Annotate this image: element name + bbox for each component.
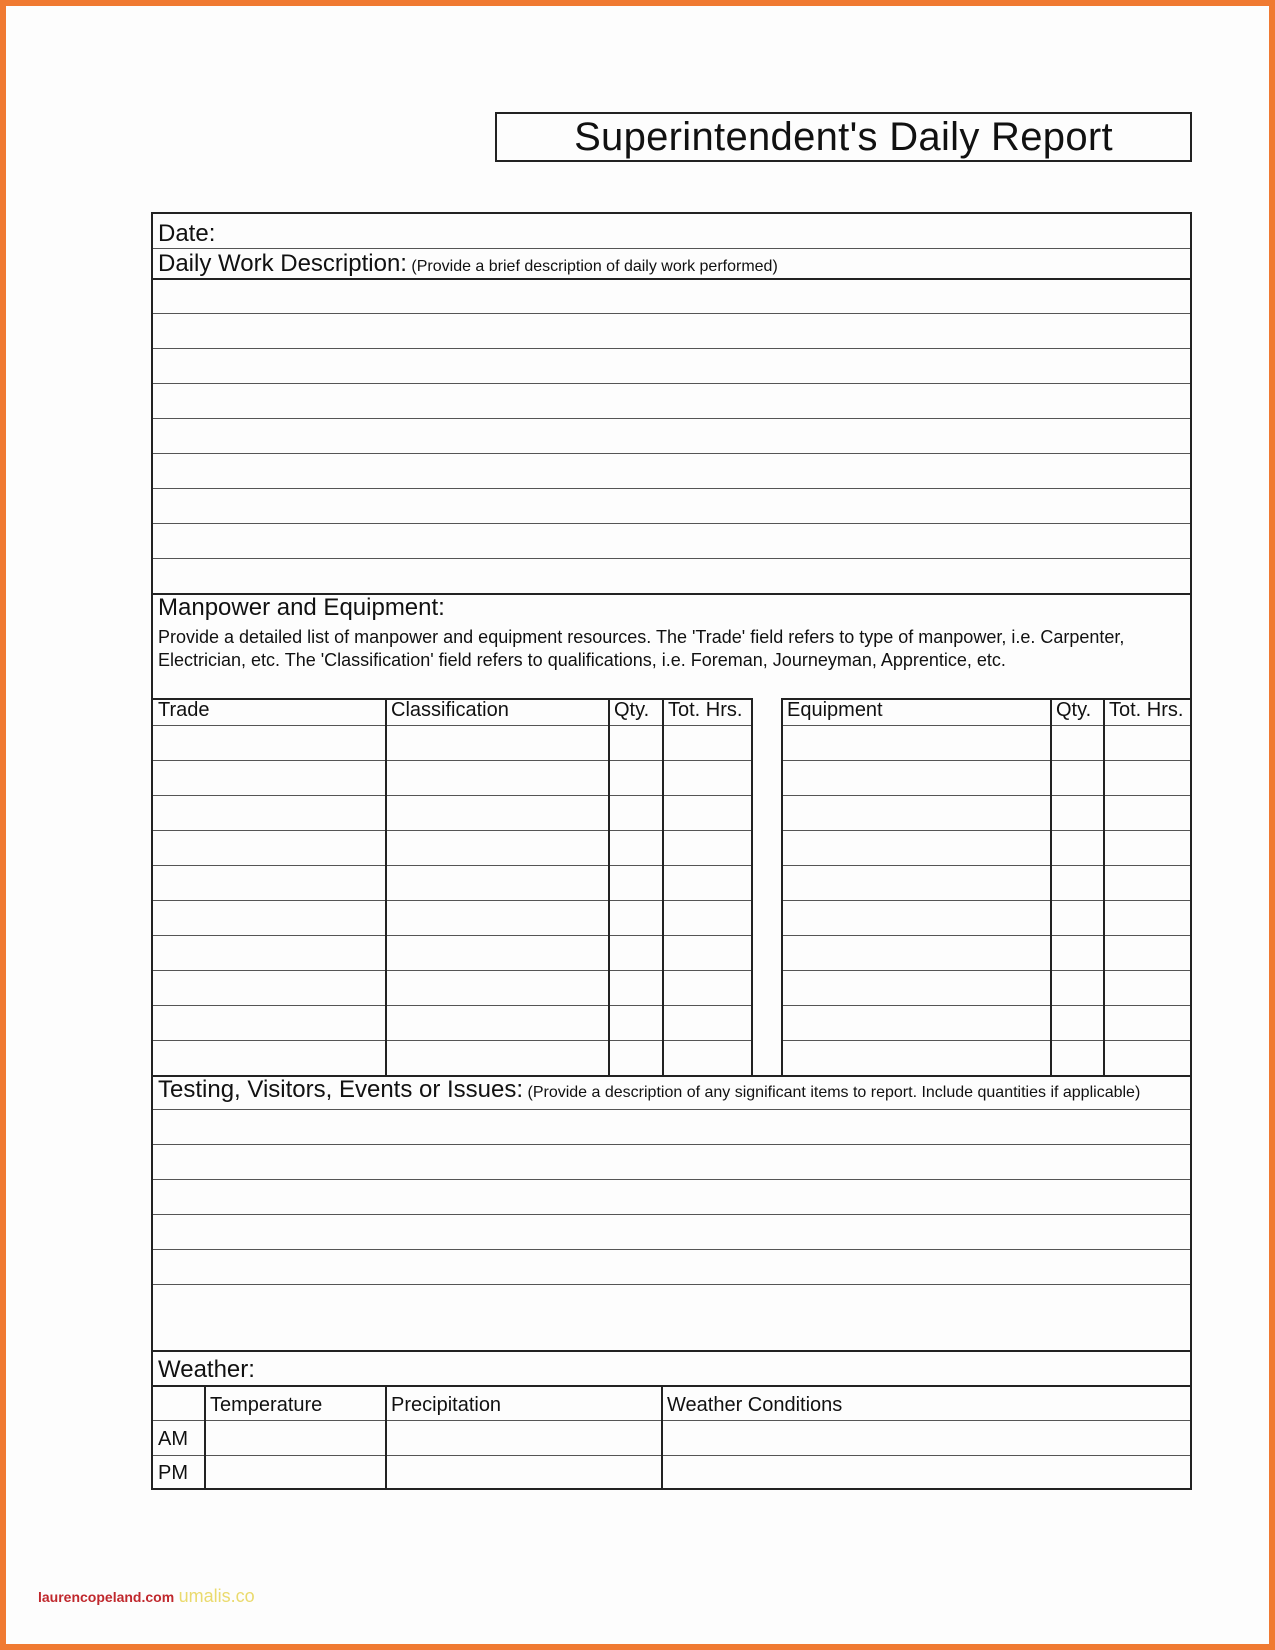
classification-col-divider (608, 698, 610, 1075)
date-row-divider (153, 248, 1190, 249)
weather-pm-divider (153, 1455, 1190, 1456)
trade-table-right (751, 698, 753, 1075)
daily-work-heading (158, 250, 778, 278)
col-equipment-qty: Qty. (1056, 699, 1092, 721)
qty-col-divider (662, 698, 664, 1075)
description-rule (153, 418, 1190, 419)
manpower-description-line-1: Provide a detailed list of manpower and equipment resources. The 'Trade' field refers to type of manpower, i.e. Carpenter, (158, 627, 1125, 647)
row-am: AM (158, 1428, 188, 1450)
watermark-faded-text: umalis.co (178, 1586, 255, 1606)
description-rule (153, 558, 1190, 559)
testing-rule (153, 1249, 1190, 1250)
testing-rule (153, 1179, 1190, 1180)
precipitation-col-divider (661, 1385, 663, 1490)
temperature-col-divider (385, 1385, 387, 1490)
description-rule (153, 348, 1190, 349)
testing-rule (153, 1214, 1190, 1215)
description-rule (153, 313, 1190, 314)
equipment-qty-col-divider (1103, 698, 1105, 1075)
daily-work-label: Daily Work Description: (158, 250, 407, 277)
weather-label: Weather: (158, 1356, 255, 1383)
col-classification: Classification (391, 699, 509, 721)
testing-section-divider (153, 1075, 1190, 1077)
testing-rule (153, 1109, 1190, 1110)
col-temperature: Temperature (210, 1394, 323, 1416)
watermark-text: laurencopeland.com (38, 1589, 175, 1605)
description-rule (153, 523, 1190, 524)
equipment-col-divider (1050, 698, 1052, 1075)
testing-heading (158, 1076, 1140, 1104)
description-rule (153, 453, 1190, 454)
weather-am-divider (153, 1420, 1190, 1421)
trade-col-divider (385, 698, 387, 1075)
col-weather-conditions: Weather Conditions (667, 1394, 843, 1416)
equipment-row-rule (781, 760, 1190, 761)
testing-rule (153, 1284, 1190, 1285)
manpower-description-line-2: Electrician, etc. The 'Classification' field refers to qualifications, i.e. Foreman, Journeyman, Apprentice, etc. (158, 650, 1006, 670)
weather-section-divider (153, 1350, 1190, 1352)
row-pm: PM (158, 1462, 188, 1484)
weather-label-col-divider (204, 1385, 206, 1490)
col-equipment-tot-hrs: Tot. Hrs. (1109, 699, 1184, 721)
col-tot-hrs: Tot. Hrs. (668, 699, 743, 721)
manpower-label: Manpower and Equipment: (158, 594, 445, 621)
col-precipitation: Precipitation (391, 1394, 502, 1416)
equipment-row-rule (781, 865, 1190, 866)
col-trade: Trade (158, 699, 210, 721)
description-header-divider (153, 278, 1190, 280)
equipment-header-divider (781, 725, 1190, 726)
watermark (38, 1586, 255, 1607)
equipment-row-rule (781, 830, 1190, 831)
report-form (151, 212, 1192, 1490)
col-qty: Qty. (614, 699, 650, 721)
equipment-row-rule (781, 970, 1190, 971)
daily-work-hint: (Provide a brief description of daily work performed) (411, 258, 778, 275)
equipment-row-rule (781, 1005, 1190, 1006)
manpower-section-divider (153, 593, 1190, 595)
equipment-table-left (781, 698, 783, 1075)
equipment-row-rule (781, 900, 1190, 901)
equipment-row-rule (781, 1040, 1190, 1041)
description-rule (153, 488, 1190, 489)
manpower-description (158, 626, 1124, 672)
testing-hint: (Provide a description of any significant items to report. Include quantities if applicable) (527, 1084, 1141, 1101)
testing-rule (153, 1144, 1190, 1145)
date-label: Date: (158, 220, 216, 247)
equipment-table-top (781, 698, 1190, 700)
col-equipment: Equipment (787, 699, 883, 721)
testing-label: Testing, Visitors, Events or Issues: (158, 1076, 524, 1103)
report-title: Superintendent's Daily Report (495, 112, 1192, 162)
weather-header-top (153, 1385, 1190, 1387)
equipment-row-rule (781, 795, 1190, 796)
description-rule (153, 383, 1190, 384)
equipment-row-rule (781, 935, 1190, 936)
